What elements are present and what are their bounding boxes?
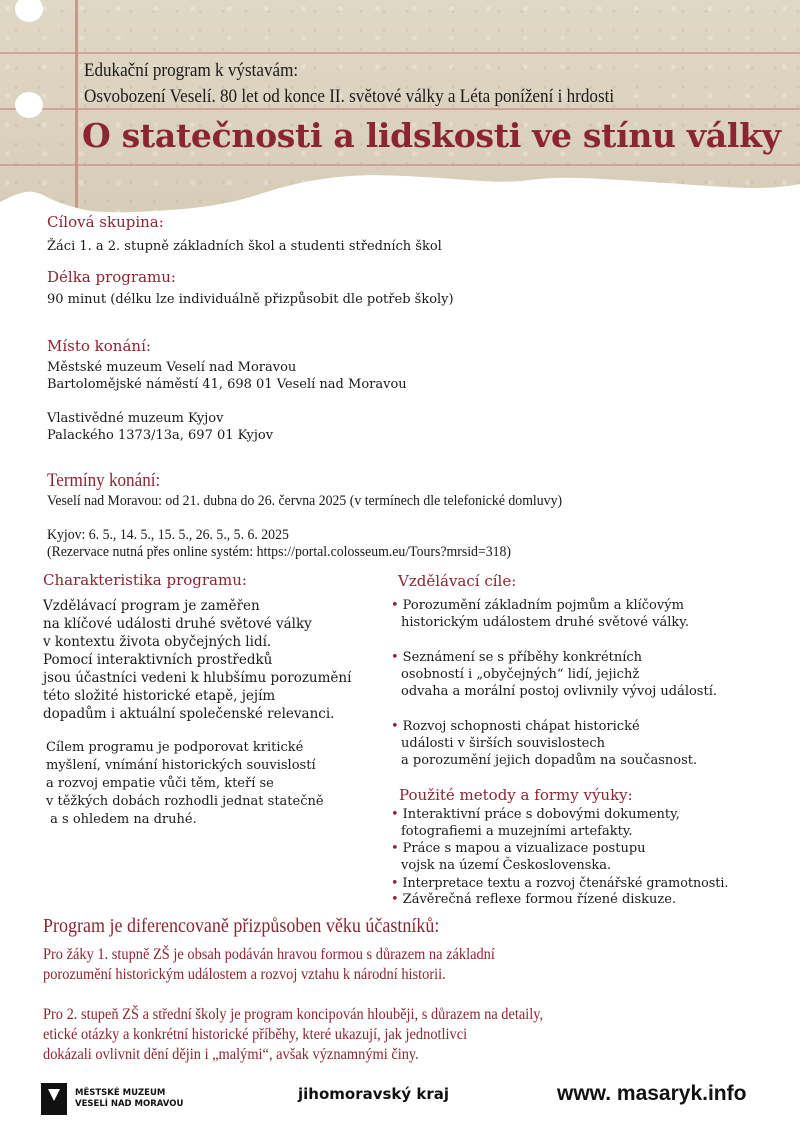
- museum-m-icon: [41, 1083, 67, 1115]
- list-item-cont: události v širších souvislostech: [401, 736, 606, 751]
- venue-1-address: Bartolomějské náměstí 41, 698 01 Veselí nad Moravou: [47, 377, 407, 392]
- ruled-line: [0, 52, 800, 54]
- text-line: na klíčové události druhé světové války: [43, 616, 312, 632]
- list-item: • Práce s mapou a vizualizace postupu: [391, 841, 646, 856]
- text-line: a s ohledem na druhé.: [46, 812, 197, 827]
- list-item-cont: osobností i „obyčejných“ lidí, jejichž: [401, 667, 640, 682]
- punch-hole: [15, 92, 43, 118]
- list-item: • Rozvoj schopnosti chápat historické: [391, 719, 640, 734]
- list-item: • Interpretace textu a rozvoj čtenářské gramotnosti.: [391, 875, 729, 890]
- venue-1-name: Městské muzeum Veselí nad Moravou: [47, 360, 297, 375]
- list-item-cont: historickým událostem druhé světové války.: [401, 615, 689, 630]
- ruled-line: [0, 164, 800, 166]
- page-title: O statečnosti a lidskosti ve stínu války: [82, 116, 781, 155]
- list-item: • Porozumění základním pojmům a klíčovým: [391, 598, 684, 613]
- reservation-note: (Rezervace nutná přes online systém: https://portal.colosseum.eu/Tours?mrsid=318): [47, 544, 512, 560]
- characteristics-heading: Charakteristika programu:: [43, 571, 247, 589]
- text-line: porozumění historickým událostem a rozvoj vztahu k národní historii.: [43, 966, 446, 983]
- bullet-icon: •: [391, 650, 399, 665]
- museum-logo: [41, 1083, 183, 1115]
- duration-text: 90 minut (délku lze individuálně přizpůsobit dle potřeb školy): [47, 292, 454, 307]
- header-subtitle-1: Edukační program k výstavám:: [84, 60, 299, 81]
- ruled-line: [0, 108, 800, 110]
- website-link[interactable]: www. masaryk.info: [557, 1082, 747, 1105]
- text-line: v těžkých dobách rozhodli jednat statečně: [46, 794, 324, 809]
- dates-veseli: Veselí nad Moravou: od 21. dubna do 26. června 2025 (v termínech dle telefonické domluvy): [47, 493, 563, 509]
- text-line: Pomocí interaktivních prostředků: [43, 652, 273, 668]
- goals-heading: Vzdělávací cíle:: [398, 572, 517, 590]
- bullet-icon: •: [391, 807, 399, 822]
- venue-2-name: Vlastivědné muzeum Kyjov: [47, 411, 224, 426]
- region-logo: jihomoravský kraj: [298, 1085, 450, 1103]
- punch-hole: [15, 0, 43, 22]
- text-line: myšlení, vnímání historických souvislostí: [46, 758, 316, 773]
- duration-heading: Délka programu:: [47, 268, 176, 286]
- bullet-icon: •: [391, 841, 399, 856]
- text-line: dokázali ovlivnit dění dějin i „malými“, avšak významnými činy.: [43, 1046, 419, 1063]
- header-subtitle-2: Osvobození Veselí. 80 let od konce II. světové války a Léta ponížení i hrdosti: [84, 86, 615, 107]
- text-line: v kontextu života obyčejných lidí.: [43, 634, 272, 650]
- logo-line-1: MĚSTSKÉ MUZEUM: [75, 1088, 166, 1098]
- bullet-icon: •: [391, 875, 399, 890]
- text-line: této složité historické etapě, jejím: [43, 688, 276, 704]
- text-line: Pro žáky 1. stupně ZŠ je obsah podáván hravou formou s důrazem na základní: [43, 946, 495, 963]
- list-item-cont: odvaha a morální postoj ovlivnily vývoj událostí.: [401, 684, 717, 699]
- paper-header: [0, 0, 800, 230]
- text-line: dopadům i aktuální společenské relevanci.: [43, 706, 335, 722]
- dates-heading: Termíny konání:: [47, 470, 161, 491]
- venue-2-address: Palackého 1373/13a, 697 01 Kyjov: [47, 428, 274, 443]
- text-line: Vzdělávací program je zaměřen: [43, 598, 260, 614]
- list-item-cont: vojsk na území Československa.: [401, 858, 612, 873]
- list-item: • Seznámení se s příběhy konkrétních: [391, 650, 643, 665]
- dates-kyjov: Kyjov: 6. 5., 14. 5., 15. 5., 26. 5., 5. 6. 2025: [47, 527, 289, 543]
- text-line: a rozvoj empatie vůči těm, kteří se: [46, 776, 274, 791]
- target-group-heading: Cílová skupina:: [47, 213, 164, 231]
- methods-heading: Použité metody a formy výuky:: [399, 786, 633, 804]
- bullet-icon: •: [391, 598, 399, 613]
- logo-line-2: VESELÍ NAD MORAVOU: [75, 1099, 184, 1109]
- list-item-cont: fotografiemi a muzejními artefakty.: [401, 824, 633, 839]
- text-line: etické otázky a konkrétní historické příběhy, které ukazují, jak jednotlivci: [43, 1026, 468, 1043]
- venue-heading: Místo konání:: [47, 337, 151, 355]
- text-line: Pro 2. stupeň ZŠ a střední školy je program koncipován hlouběji, s důrazem na detaily,: [43, 1006, 544, 1023]
- list-item: • Závěrečná reflexe formou řízené diskuze.: [391, 892, 677, 907]
- text-line: Cílem programu je podporovat kritické: [46, 740, 304, 755]
- target-group-text: Žáci 1. a 2. stupně základních škol a studenti středních škol: [47, 239, 442, 254]
- bullet-icon: •: [391, 892, 399, 907]
- text-line: jsou účastníci vedeni k hlubšímu porozumění: [43, 670, 352, 686]
- list-item: • Interaktivní práce s dobovými dokumenty,: [391, 807, 680, 822]
- bullet-icon: •: [391, 719, 399, 734]
- differentiation-heading: Program je diferencovaně přizpůsoben věku účastníků:: [43, 915, 440, 937]
- list-item-cont: a porozumění jejich dopadům na současnost.: [401, 753, 698, 768]
